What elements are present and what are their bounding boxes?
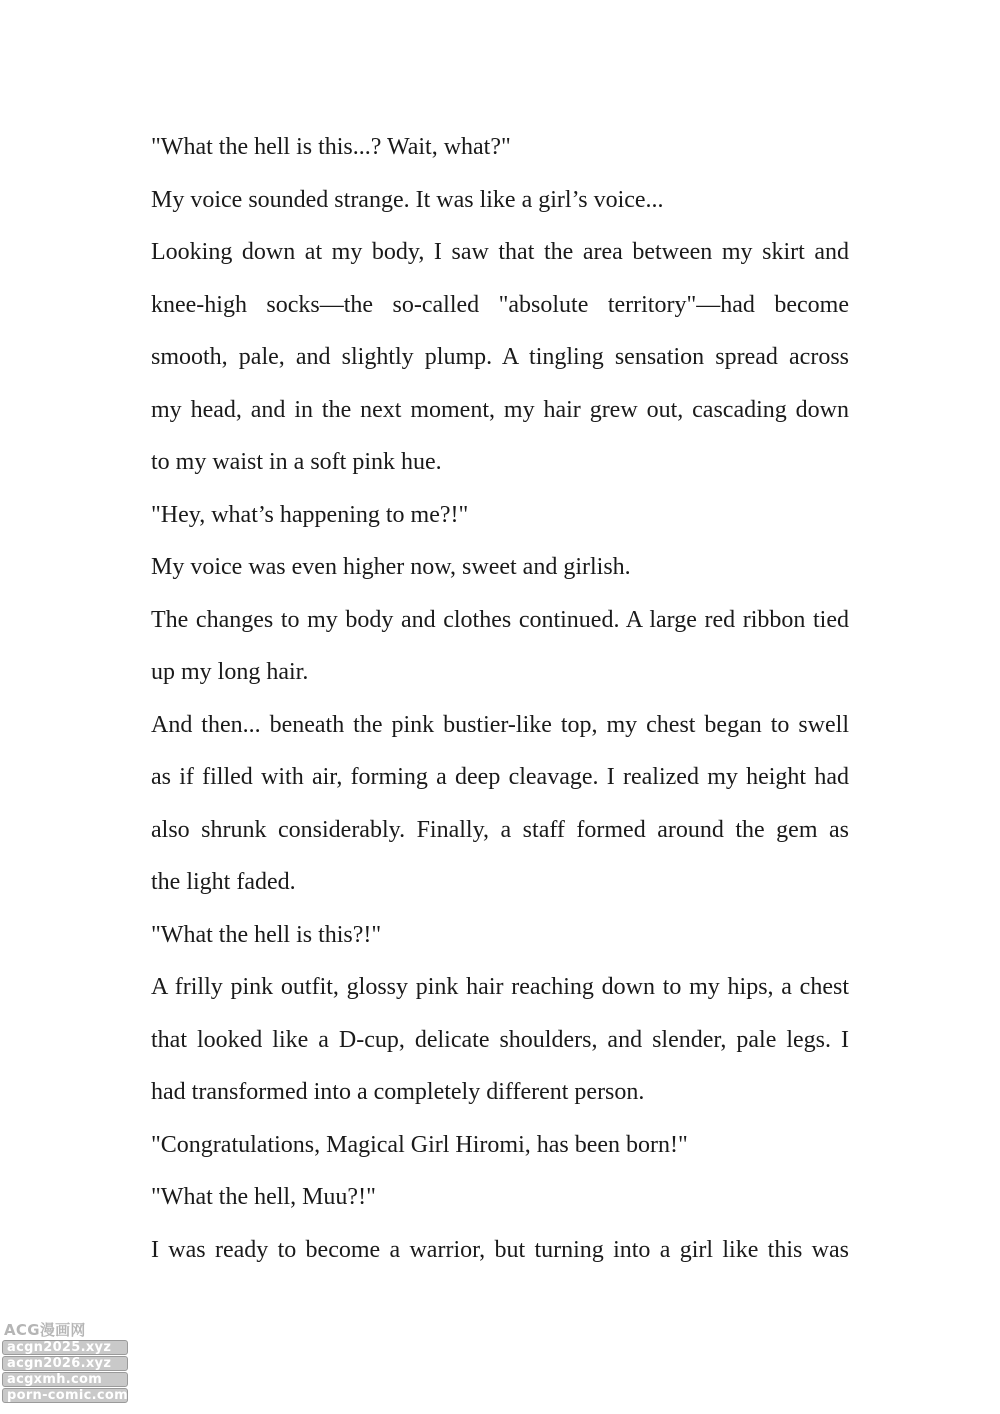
text-line: "What the hell, Muu?!"	[151, 1184, 376, 1210]
document-body	[151, 127, 849, 1282]
text-line: smooth, pale, and slightly plump. A tingling sensation spread across	[151, 344, 849, 370]
text-line: my head, and in the next moment, my hair grew out, cascading down	[151, 396, 849, 423]
text-line: "Hey, what’s happening to me?!"	[151, 501, 469, 528]
text-line: Looking down at my body, I saw that the area between my skirt and	[151, 239, 849, 265]
text-line: "What the hell is this?!"	[151, 921, 382, 948]
text-line: My voice sounded strange. It was like a girl’s voice...	[151, 186, 664, 213]
text-line: The changes to my body and clothes continued. A large red ribbon tied	[151, 606, 849, 633]
text-line: And then... beneath the pink bustier-like top, my chest began to swell	[151, 711, 849, 738]
watermark-line: ACG漫画网	[4, 1321, 86, 1339]
text-line: had transformed into a completely different person.	[151, 1079, 645, 1105]
watermark-line: acgn2025.xyz	[2, 1340, 128, 1355]
text-line: as if filled with air, forming a deep cleavage. I realized my height had	[151, 764, 849, 790]
text-line: A frilly pink outfit, glossy pink hair reaching down to my hips, a chest	[151, 974, 849, 1000]
watermark-line: acgxmh.com	[2, 1372, 128, 1387]
text-line: the light faded.	[151, 869, 296, 895]
text-line: "What the hell is this...? Wait, what?"	[151, 134, 511, 160]
text-line: up my long hair.	[151, 659, 309, 685]
text-line: I was ready to become a warrior, but turning into a girl like this was	[151, 1236, 849, 1263]
text-line: also shrunk considerably. Finally, a staff formed around the gem as	[151, 816, 849, 843]
watermark-line: acgn2026.xyz	[2, 1356, 128, 1371]
watermark	[2, 1322, 128, 1404]
text-line: "Congratulations, Magical Girl Hiromi, has been born!"	[151, 1131, 688, 1158]
text-line: My voice was even higher now, sweet and girlish.	[151, 554, 631, 580]
text-line: that looked like a D-cup, delicate shoulders, and slender, pale legs. I	[151, 1026, 849, 1053]
text-line: knee-high socks—the so-called "absolute territory"—had become	[151, 291, 849, 318]
watermark-line: porn-comic.com	[2, 1388, 128, 1403]
text-line: to my waist in a soft pink hue.	[151, 449, 442, 475]
